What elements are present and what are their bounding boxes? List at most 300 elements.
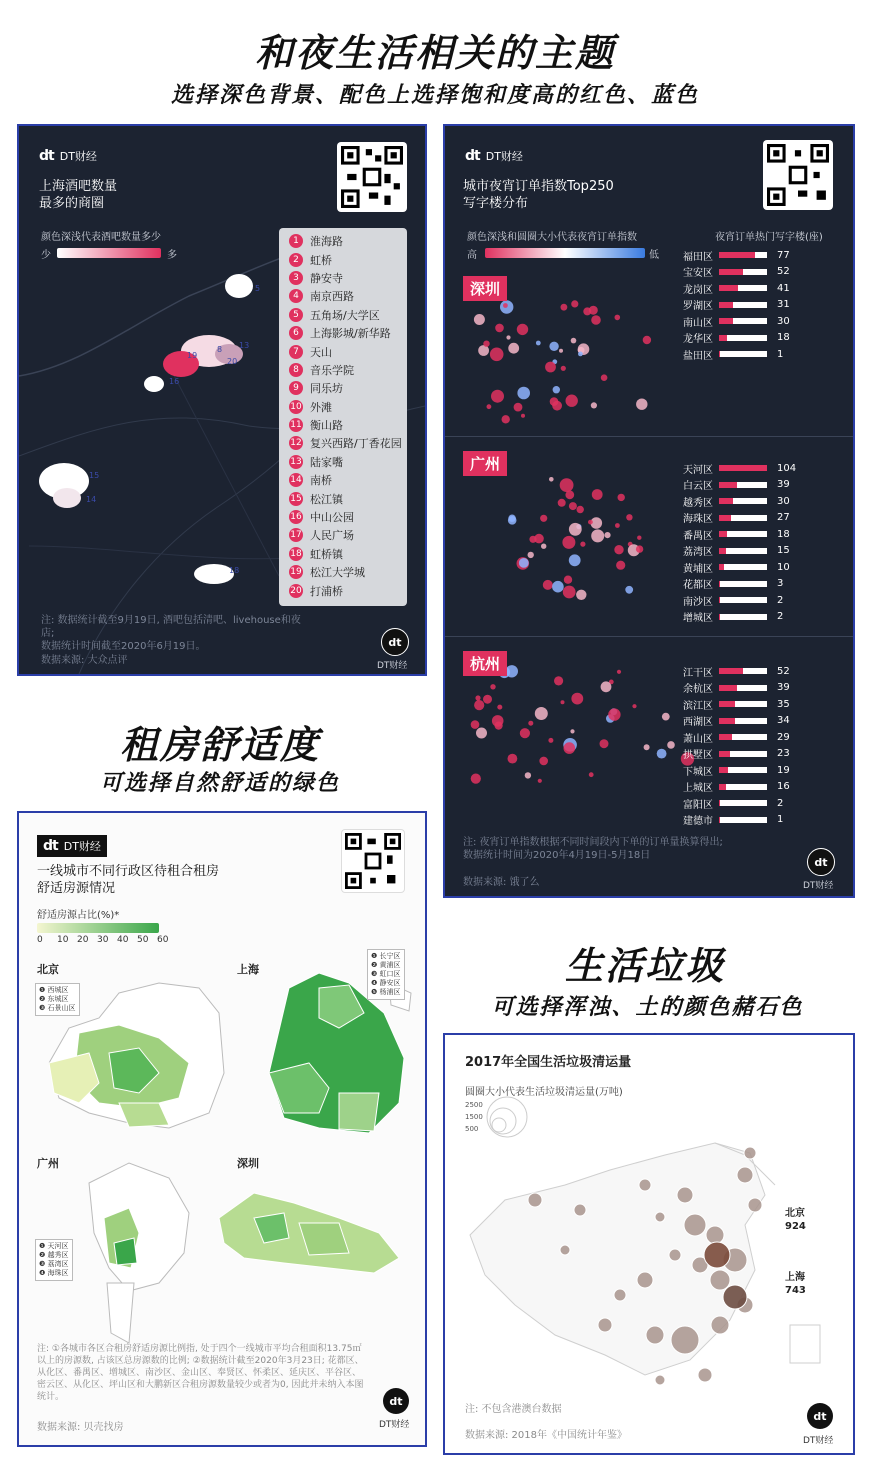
map-area-label: 14: [86, 495, 97, 504]
district-label: 黄埔区: [683, 563, 713, 575]
night-snack-dot: [632, 704, 636, 708]
district-bar-row: [673, 280, 790, 297]
night-snack-dot: [517, 387, 530, 400]
ranking-item-label: 打浦桥: [310, 584, 343, 598]
rent-legend-tick: 0: [37, 935, 43, 945]
district-value: 1: [777, 348, 784, 360]
rank-number: 12: [290, 438, 302, 449]
district-bar-row: [673, 460, 796, 477]
district-value: 31: [777, 299, 790, 311]
ranking-item-label: 陆家嘴: [310, 455, 343, 469]
night-snack-dot: [583, 307, 591, 315]
bar-card-title: 上海酒吧数量 最多的商圈: [39, 179, 118, 211]
map-area-label: 5: [255, 284, 261, 293]
brand-round-name: DT财经: [379, 1420, 410, 1430]
night-snack-dot: [662, 713, 670, 721]
city-tag-shenzhen: 深圳: [463, 276, 507, 301]
district-bar: [719, 581, 720, 587]
rent-legend-tick: 30: [97, 935, 109, 945]
rent-mini-legend-item: ❸ 虹口区: [371, 970, 401, 978]
garbage-card-note: 注: 不包含港澳台数据: [465, 1404, 562, 1415]
night-snack-dot: [497, 705, 502, 710]
district-bar: [719, 668, 743, 674]
bar-ranking-items: [289, 232, 407, 600]
night-snack-dot: [562, 536, 575, 549]
rank-number: 4: [289, 289, 303, 303]
district-bar-row: [673, 663, 790, 680]
district-label: 南沙区: [683, 596, 713, 608]
night-snack-dot: [591, 315, 601, 325]
brand-logo: dt DT财经: [39, 148, 97, 164]
night-snack-dot: [577, 506, 584, 513]
district-bar: [719, 515, 731, 521]
ranking-item: [289, 306, 407, 324]
province-bubble: [737, 1167, 753, 1183]
province-bubble: [655, 1375, 665, 1385]
night-snack-dot: [636, 399, 647, 410]
district-bar: [719, 498, 733, 504]
district-bar-track: [719, 302, 767, 308]
district-label: 西湖区: [683, 717, 713, 729]
district-value: 16: [777, 781, 790, 793]
map-area-label: 16: [169, 377, 180, 386]
night-snack-dot: [560, 478, 574, 492]
night-heading-title: 和夜生活相关的主题: [254, 31, 615, 75]
city-label-beijing: 北京: [37, 963, 59, 976]
district-value: 35: [777, 698, 790, 710]
district-bar-row: [673, 729, 790, 746]
district-bar-row: [673, 477, 796, 494]
garbage-card: [443, 1033, 855, 1455]
district-bar: [719, 564, 724, 570]
rank-number: 18: [290, 548, 302, 559]
night-snack-dot: [548, 738, 553, 743]
district-bar-track: [719, 335, 767, 341]
district-bar-row: [673, 713, 790, 730]
district-value: 18: [777, 332, 790, 344]
district-bar: [719, 817, 720, 823]
night-snack-dot: [591, 529, 604, 542]
ranking-item: [289, 526, 407, 544]
rent-mini-legend-item: ❹ 海珠区: [39, 1269, 69, 1277]
night-snack-dot: [625, 586, 633, 594]
night-card-source: 数据来源: 饿了么: [463, 877, 540, 888]
night-snack-dot: [570, 729, 574, 733]
district-bar: [719, 482, 737, 488]
night-snack-dot: [475, 695, 480, 700]
district-bar-row: [673, 543, 796, 560]
night-snack-dot: [643, 336, 651, 344]
night-snack-dot: [502, 415, 510, 423]
district-label: 滨江区: [683, 700, 713, 712]
district-value: 52: [777, 266, 790, 278]
province-bubble: [528, 1193, 542, 1207]
ranking-item-label: 中山公园: [310, 511, 354, 525]
rent-mini-legend-item: ❷ 黄浦区: [371, 961, 401, 969]
district-bar: [719, 318, 733, 324]
rent-mini-legend-beijing: [35, 983, 80, 1016]
district-value: 19: [777, 764, 790, 776]
night-snack-dot: [561, 700, 565, 704]
district-bar-track: [719, 800, 767, 806]
district-bar-row: [673, 609, 796, 626]
bar-legend-low: 少: [41, 250, 51, 261]
district-value: 2: [777, 594, 784, 606]
district-bar-track: [719, 751, 767, 757]
night-snack-dot: [563, 586, 576, 599]
district-label: 下城区: [683, 766, 713, 778]
bar-ranking-list: [279, 228, 407, 606]
district-label: 上城区: [683, 783, 713, 795]
brand-logo: dt DT财经: [37, 835, 107, 857]
night-snack-dot: [657, 749, 667, 759]
rent-legend-tick: 60: [157, 935, 169, 945]
district-label: 江干区: [683, 667, 713, 679]
province-bubble: [710, 1270, 730, 1290]
night-snack-dot: [614, 545, 623, 554]
rent-mini-legend-shanghai: [367, 949, 405, 1000]
brand-logo: dt DT财经: [465, 148, 523, 164]
brand-round-logo-icon: dt: [383, 1388, 409, 1414]
district-bar-track: [719, 269, 767, 275]
night-snack-dot: [521, 414, 525, 418]
night-snack-dot: [490, 348, 504, 362]
district-label: 增城区: [683, 613, 713, 625]
province-bubble: [574, 1204, 586, 1216]
ranking-item: [289, 416, 407, 434]
district-bar: [719, 285, 738, 291]
district-value: 23: [777, 748, 790, 760]
night-snack-dot: [508, 754, 518, 764]
night-snack-dot: [506, 335, 510, 339]
night-card-title: 城市夜宵订单指数Top250 写字楼分布: [463, 179, 614, 211]
province-bubble: [698, 1368, 712, 1382]
night-snack-dot: [592, 489, 603, 500]
night-snack-dot: [552, 401, 562, 411]
district-bar-row: [673, 346, 790, 363]
ranking-item: [289, 563, 407, 581]
night-snack-dot: [508, 515, 515, 522]
bar-card-note: 注: 数据统计截至9月19日, 酒吧包括清吧、livehouse和夜店; 数据统计时间截至2020年6月19日。: [41, 615, 301, 652]
rent-mini-legend-item: ❷ 东城区: [39, 995, 69, 1003]
night-legend-label: 颜色深浅和圆圈大小代表夜宵订单指数: [467, 232, 637, 243]
night-legend-low: 低: [649, 250, 659, 261]
district-bar: [719, 718, 735, 724]
rank-number: 8: [289, 363, 303, 377]
night-snack-dot: [571, 693, 583, 705]
district-bar: [719, 351, 720, 357]
night-snack-dot: [580, 542, 585, 547]
rent-card-title: 一线城市不同行政区待租合租房 舒适房源情况: [37, 864, 220, 896]
district-label: 南山区: [683, 317, 713, 329]
garbage-legend-sizes: 2500 1500 500: [465, 1101, 483, 1133]
rank-number: 15: [290, 493, 302, 504]
district-label: 余杭区: [683, 684, 713, 696]
district-bar-row: [673, 559, 796, 576]
ranking-item: [289, 489, 407, 507]
district-bar-row: [673, 576, 796, 593]
ranking-item: [289, 398, 407, 416]
night-snack-dot: [566, 395, 578, 407]
province-bubble: [655, 1212, 665, 1222]
district-bar: [719, 548, 726, 554]
night-snack-dot: [618, 494, 625, 501]
district-label: 荔湾区: [683, 547, 713, 559]
district-bars-hangzhou: [673, 663, 790, 828]
ranking-item-label: 虹桥: [310, 253, 332, 267]
night-snack-dot: [576, 590, 586, 600]
rent-mini-legend-item: ❶ 天河区: [39, 1242, 69, 1250]
garbage-heading-title: 生活垃圾: [564, 944, 725, 988]
district-bar: [719, 465, 767, 471]
district-bar-track: [719, 482, 767, 488]
rank-number: 14: [290, 475, 302, 486]
city-label-guangzhou: 广州: [37, 1157, 59, 1170]
district-bar-track: [719, 767, 767, 773]
province-bubble: [669, 1249, 681, 1261]
rank-number: 9: [289, 381, 303, 395]
ranking-item: [289, 508, 407, 526]
night-snack-dot: [528, 721, 533, 726]
night-snack-dot: [474, 700, 484, 710]
district-bar-track: [719, 498, 767, 504]
ranking-item: [289, 287, 407, 305]
rent-mini-legend-item: ❸ 荔湾区: [39, 1260, 69, 1268]
ranking-item-label: 南京西路: [310, 290, 354, 304]
district-value: 3: [777, 578, 784, 590]
district-bar-row: [673, 592, 796, 609]
rank-number: 7: [289, 345, 303, 359]
night-snack-dot: [578, 352, 583, 357]
ranking-item-label: 松江镇: [310, 492, 343, 506]
district-bar-track: [719, 817, 767, 823]
night-snack-dot: [471, 774, 481, 784]
night-snack-dot: [492, 715, 504, 727]
district-value: 39: [777, 479, 790, 491]
night-snack-dot: [495, 324, 504, 333]
city-tag-hangzhou: 杭州: [463, 651, 507, 676]
district-bar-track: [719, 718, 767, 724]
rank-number: 3: [289, 271, 303, 285]
district-bar-track: [719, 465, 767, 471]
beijing-callout: 北京 924: [785, 1208, 806, 1232]
china-map: [445, 1035, 853, 1453]
district-bar-track: [719, 614, 767, 620]
district-bar: [719, 269, 743, 275]
district-value: 18: [777, 528, 790, 540]
district-value: 1: [777, 814, 784, 826]
night-snack-dot: [588, 520, 593, 525]
district-label: 花都区: [683, 580, 713, 592]
district-label: 龙华区: [683, 334, 713, 346]
district-value: 34: [777, 715, 790, 727]
province-bubble: [711, 1316, 729, 1334]
district-bar-row: [673, 762, 790, 779]
district-bar-track: [719, 668, 767, 674]
rank-number: 10: [290, 401, 302, 412]
district-bar-row: [673, 510, 796, 527]
night-heading-subtitle: 选择深色背景、配色上选择饱和度高的红色、蓝色: [170, 83, 699, 108]
shanghai-callout: 上海 743: [785, 1272, 806, 1296]
rank-number: 17: [290, 530, 302, 541]
district-bar-row: [673, 680, 790, 697]
rank-number: 20: [290, 585, 302, 596]
province-bubble: [744, 1147, 756, 1159]
ranking-item-label: 音乐学院: [310, 363, 354, 377]
ranking-item-label: 松江大学城: [310, 566, 365, 580]
district-bar-track: [719, 701, 767, 707]
province-bubble: [560, 1245, 570, 1255]
district-label: 白云区: [683, 481, 713, 493]
night-card-note: 注: 夜宵订单指数根据不同时间段内下单的订单量换算得出; 数据统计时间为2020年4月19日-5月18日: [463, 837, 723, 861]
rent-mini-legend-item: ❺ 杨浦区: [371, 988, 401, 996]
ranking-item: [289, 434, 407, 452]
night-snack-dot: [549, 342, 558, 351]
ranking-item: [289, 545, 407, 563]
night-snack-dot: [571, 300, 578, 307]
province-bubble: [598, 1318, 612, 1332]
rent-legend-tick: 20: [77, 935, 89, 945]
district-label: 建德市: [683, 816, 713, 828]
night-snack-dot: [608, 708, 620, 720]
rent-heading-title: 租房舒适度: [119, 723, 320, 767]
night-snack-dot: [490, 684, 495, 689]
province-bubble: [671, 1326, 699, 1354]
night-snack-dot: [545, 362, 556, 373]
night-snack-dot: [517, 324, 528, 335]
district-bar-track: [719, 685, 767, 691]
map-area-label: 19: [187, 351, 198, 360]
night-snack-dot: [561, 304, 568, 311]
ranking-item: [289, 324, 407, 342]
map-area-label: 15: [89, 471, 100, 480]
brand-round-name: DT财经: [377, 661, 408, 671]
night-snack-dot: [514, 403, 523, 412]
district-bar-row: [673, 812, 790, 829]
district-bar-row: [673, 313, 790, 330]
district-bar-row: [673, 526, 796, 543]
night-snack-dot: [474, 314, 485, 325]
night-snack-dot: [564, 576, 572, 584]
map-area-label: 18: [229, 566, 240, 575]
night-snack-dot: [571, 338, 577, 344]
night-snack-dot: [534, 534, 544, 544]
night-snack-dot: [538, 779, 542, 783]
brand-round-logo-icon: dt: [381, 628, 409, 656]
district-bar-row: [673, 779, 790, 796]
district-bar-row: [673, 247, 790, 264]
night-snack-dot: [491, 390, 504, 403]
rent-mini-legend-item: ❷ 越秀区: [39, 1251, 69, 1259]
ranking-item: [289, 269, 407, 287]
night-snack-dot: [564, 742, 576, 754]
district-bar-track: [719, 252, 767, 258]
night-snack-dot: [535, 707, 548, 720]
map-area-label: 8: [217, 345, 223, 354]
ranking-item-label: 复兴西路/丁香花园: [310, 437, 402, 451]
ranking-item: [289, 250, 407, 268]
district-label: 罗湖区: [683, 301, 713, 313]
night-snack-dot: [549, 477, 554, 482]
province-bubble: [677, 1187, 693, 1203]
district-label: 拱墅区: [683, 750, 713, 762]
bar-card-source: 数据来源: 大众点评: [41, 655, 128, 666]
district-value: 2: [777, 611, 784, 623]
night-snack-dot: [540, 515, 547, 522]
province-bubble: [639, 1179, 651, 1191]
rank-number: 6: [289, 326, 303, 340]
district-bar-row: [673, 696, 790, 713]
district-label: 天河区: [683, 464, 713, 476]
district-label: 越秀区: [683, 497, 713, 509]
district-bar-track: [719, 581, 767, 587]
district-bar: [719, 597, 720, 603]
night-snack-dot: [471, 720, 480, 729]
district-bar-track: [719, 515, 767, 521]
ranking-item: [289, 379, 407, 397]
highlight-city-bubble: [704, 1242, 730, 1268]
night-snack-dot: [601, 374, 608, 381]
district-bar: [719, 734, 732, 740]
rent-card-note: 注: ①各城市各区合租房舒适房源比例指, 处于四个一线城市平均合租面积13.75㎡以上的房源数, 占该区总房源数的比例; ②数据统计截至2020年3月23日; 花都区、从化区、番禺区、增城区、南沙区、金山区、奉贤区、怀柔区、延庆区、平谷区、密云区、从化区、坪山区和大鹏新区合租房源数量较少或者为0, 因此并未纳入本图统计。: [37, 1344, 364, 1402]
district-label: 宝安区: [683, 268, 713, 280]
district-bar: [719, 784, 726, 790]
rank-number: 2: [289, 253, 303, 267]
district-value: 30: [777, 315, 790, 327]
district-bars-guangzhou: [673, 460, 796, 625]
night-snack-dot: [637, 536, 641, 540]
district-value: 27: [777, 512, 790, 524]
city-label-shanghai: 上海: [237, 963, 259, 976]
night-snack-dot: [519, 558, 529, 568]
rent-mini-legend-item: ❸ 石景山区: [39, 1004, 76, 1012]
province-bubble: [748, 1198, 762, 1212]
brand-round-name: DT财经: [803, 881, 834, 891]
night-snack-dot: [601, 681, 612, 692]
brand-round-logo-icon: dt: [807, 1403, 833, 1429]
rent-mini-legend-item: ❶ 西城区: [39, 986, 69, 994]
ranking-item: [289, 581, 407, 599]
night-snack-dot: [559, 349, 563, 353]
district-value: 41: [777, 282, 790, 294]
district-bar-row: [673, 297, 790, 314]
night-snack-dot: [554, 676, 563, 685]
district-bar-row: [673, 795, 790, 812]
ranking-item: [289, 342, 407, 360]
night-snack-dot: [543, 580, 553, 590]
night-snack-dot: [569, 523, 582, 536]
city-tag-guangzhou: 广州: [463, 451, 507, 476]
rent-legend-tick: 10: [57, 935, 69, 945]
ranking-item: [289, 232, 407, 250]
district-bar: [719, 685, 737, 691]
ranking-item-label: 天山: [310, 345, 332, 359]
district-bar: [719, 751, 730, 757]
district-bar: [719, 701, 735, 707]
night-snack-dot: [552, 581, 564, 593]
ranking-item-label: 淮海路: [310, 235, 343, 249]
night-snack-dot: [487, 404, 492, 409]
district-value: 15: [777, 545, 790, 557]
rank-number: 13: [290, 456, 302, 467]
night-snack-dot: [483, 695, 492, 704]
district-bar-track: [719, 597, 767, 603]
map-area-label: 13: [239, 341, 250, 350]
district-bar-row: [673, 746, 790, 763]
district-value: 77: [777, 249, 790, 261]
night-snack-dot: [483, 341, 489, 347]
province-bubble: [706, 1226, 724, 1244]
